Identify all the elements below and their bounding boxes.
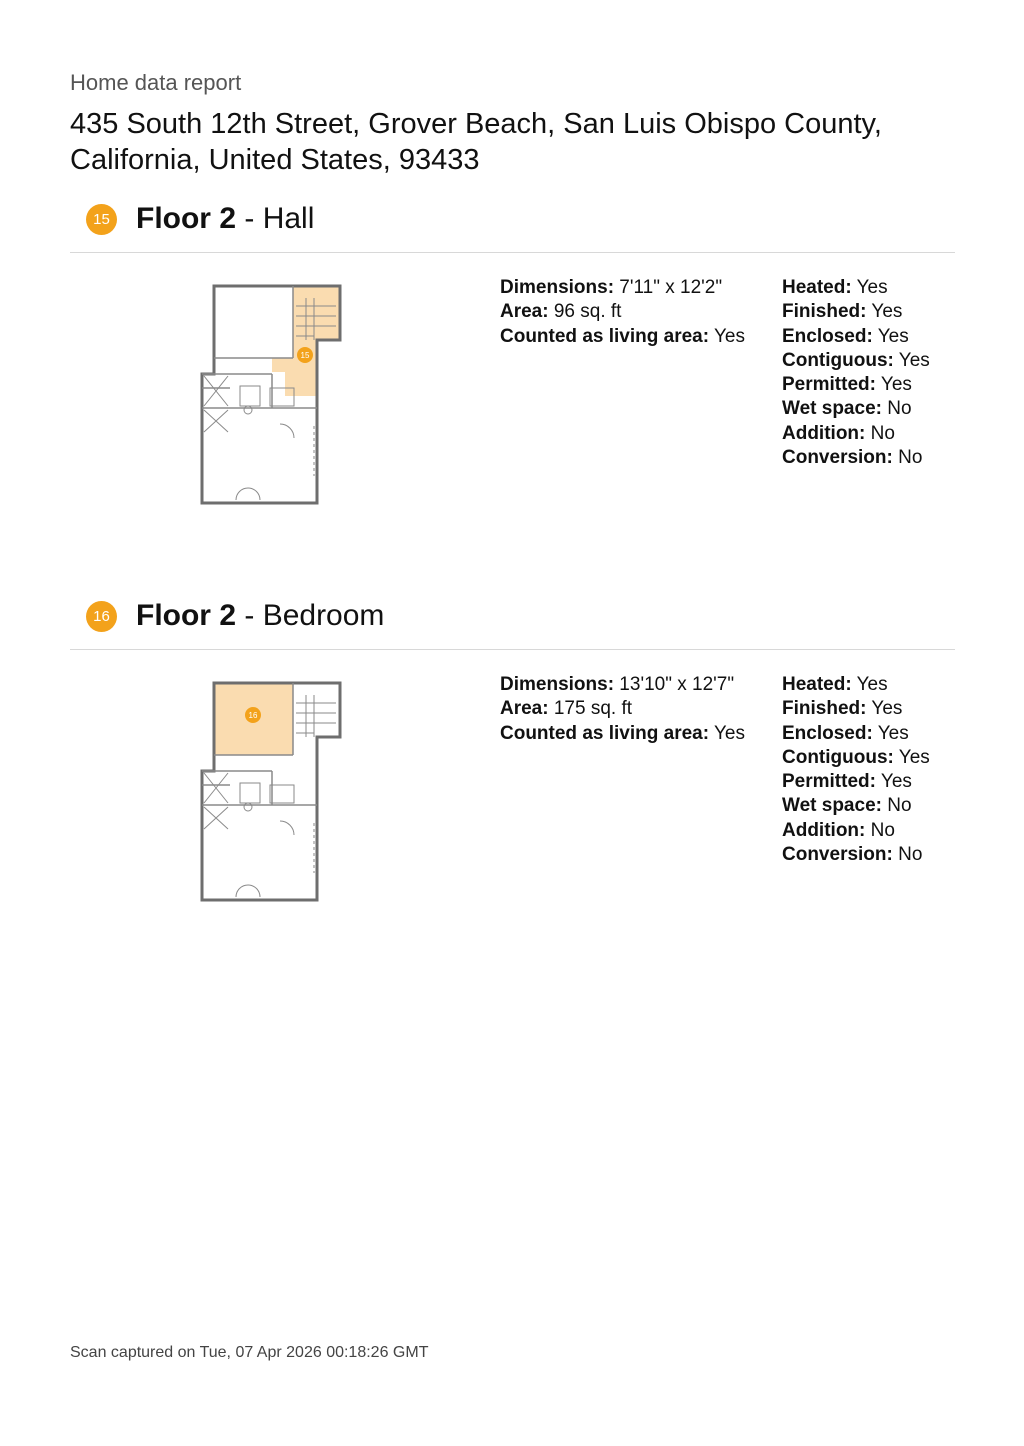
floor-plan-thumbnail [200,673,360,903]
detail-dimensions: Dimensions: 13'10" x 12'7" [500,674,735,695]
room-header [70,200,955,253]
attr-addition: Addition: No [782,819,895,841]
detail-dimensions: Dimensions: 7'11" x 12'2" [500,277,723,298]
room-attributes [782,276,930,470]
room-title [136,202,314,236]
attr-heated: Heated: Yes [782,674,888,695]
room-section-hall [70,200,955,469]
title-separator: - [236,599,263,632]
room-name: Bedroom [262,599,385,632]
attr-permitted: Permitted: Yes [782,374,912,396]
floor-plan-thumbnail [200,276,360,506]
attr-enclosed: Enclosed: Yes [782,722,909,744]
attr-heated: Heated: Yes [782,277,888,298]
room-title [136,599,384,633]
detail-living-area: Counted as living area: Yes [500,325,745,347]
attr-conversion: Conversion: No [782,447,923,469]
report-label: Home data report [70,70,242,95]
attr-wet-space: Wet space: No [782,795,912,817]
detail-area: Area: 96 sq. ft [500,301,622,323]
scan-timestamp: Scan captured on Tue, 07 Apr 2026 00:18:26 GMT [70,1344,429,1361]
detail-area: Area: 175 sq. ft [500,698,633,720]
room-name: Hall [262,202,315,235]
room-details [500,673,745,746]
room-header [70,597,955,650]
room-details [500,276,745,349]
detail-living-area: Counted as living area: Yes [500,722,745,744]
attr-wet-space: Wet space: No [782,398,912,420]
attr-conversion: Conversion: No [782,844,923,866]
plan-room-marker-label: 15 [300,351,310,360]
attr-finished: Finished: Yes [782,698,903,720]
room-floor: Floor 2 [136,202,237,235]
property-address: 435 South 12th Street, Grover Beach, San Luis Obispo County, California, United States, 93433 [70,108,882,176]
room-number-badge: 16 [86,601,117,632]
room-floor: Floor 2 [136,599,237,632]
attr-contiguous: Contiguous: Yes [782,746,930,768]
attr-enclosed: Enclosed: Yes [782,325,909,347]
title-separator: - [236,202,263,235]
attr-addition: Addition: No [782,422,895,444]
attr-contiguous: Contiguous: Yes [782,349,930,371]
room-number-badge: 15 [86,204,117,235]
room-section-bedroom [70,597,955,866]
plan-room-marker-label: 16 [248,711,258,720]
attr-permitted: Permitted: Yes [782,771,912,793]
room-attributes [782,673,930,867]
attr-finished: Finished: Yes [782,301,903,323]
